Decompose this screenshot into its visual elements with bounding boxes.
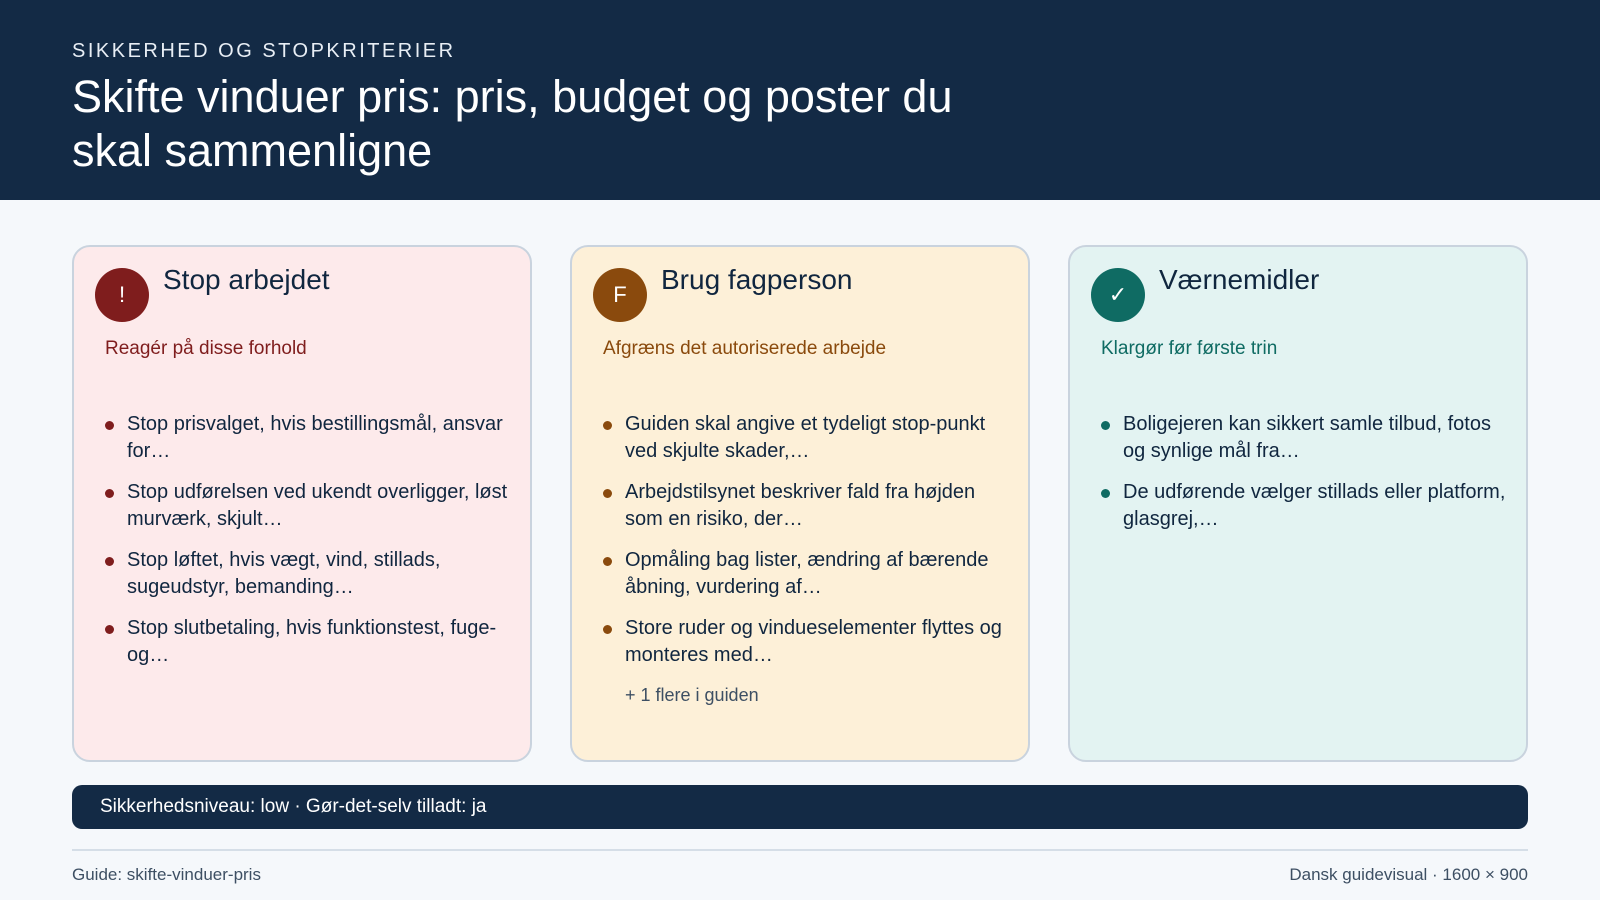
list-item xyxy=(1101,479,1511,533)
more-link[interactable]: + 1 flere i guiden xyxy=(625,685,759,705)
list-item-text: Opmåling bag lister, ændring af bærende åbning, vurdering af… xyxy=(625,549,989,598)
list-item xyxy=(603,615,1013,669)
card-title: Brug fagperson xyxy=(661,264,853,295)
list-item-text: Stop slutbetaling, hvis funktionstest, fuge- og… xyxy=(127,617,497,666)
bullet-icon xyxy=(105,625,114,634)
list-item-text: De udførende vælger stillads eller platform, glasgrej,… xyxy=(1123,481,1506,530)
footer-meta: Dansk guidevisual · 1600 × 900 xyxy=(1289,865,1528,884)
safety-status-bar: Sikkerhedsniveau: low · Gør-det-selv tilladt: ja xyxy=(72,785,1528,829)
card-protective-equipment xyxy=(1068,245,1528,762)
list-item-text: Stop udførelsen ved ukendt overligger, løst murværk, skjult… xyxy=(127,481,508,530)
letter-f-icon: F xyxy=(593,268,647,322)
card-subtitle: Afgræns det autoriserede arbejde xyxy=(603,338,887,359)
bullet-icon xyxy=(603,489,612,498)
card-list xyxy=(105,411,515,683)
card-list xyxy=(603,411,1013,683)
list-item xyxy=(105,615,515,669)
bullet-icon xyxy=(603,625,612,634)
eyebrow: SIKKERHED OG STOPKRITERIER xyxy=(72,40,456,62)
card-use-professional xyxy=(570,245,1030,762)
bullet-icon xyxy=(1101,489,1110,498)
list-item xyxy=(105,547,515,601)
bullet-icon xyxy=(603,421,612,430)
card-subtitle: Reagér på disse forhold xyxy=(105,338,307,359)
bullet-icon xyxy=(105,489,114,498)
list-item-text: Arbejdstilsynet beskriver fald fra højden som en risiko, der… xyxy=(625,481,976,530)
bullet-icon xyxy=(105,557,114,566)
list-item-text: Store ruder og vindueselementer flyttes og monteres med… xyxy=(625,617,1002,666)
bullet-icon xyxy=(1101,421,1110,430)
card-title: Værnemidler xyxy=(1159,264,1320,295)
card-list xyxy=(1101,411,1511,547)
exclamation-icon: ! xyxy=(95,268,149,322)
bullet-icon xyxy=(603,557,612,566)
list-item-text: Stop løftet, hvis vægt, vind, stillads, sugeudstyr, bemanding… xyxy=(127,549,441,598)
card-title: Stop arbejdet xyxy=(163,264,330,295)
bullet-icon xyxy=(105,421,114,430)
list-item xyxy=(603,479,1013,533)
divider xyxy=(72,849,1528,851)
list-item xyxy=(603,547,1013,601)
header xyxy=(0,0,1600,200)
page-title: Skifte vinduer pris: pris, budget og poster du skal sammenligne xyxy=(72,71,953,176)
list-item xyxy=(603,411,1013,465)
checkmark-icon: ✓ xyxy=(1091,268,1145,322)
card-subtitle: Klargør før første trin xyxy=(1101,338,1278,359)
cards-row xyxy=(72,245,1528,762)
card-stop-work xyxy=(72,245,532,762)
list-item xyxy=(1101,411,1511,465)
list-item-text: Stop prisvalget, hvis bestillingsmål, ansvar for… xyxy=(127,413,503,462)
list-item xyxy=(105,479,515,533)
footer-guide-label: Guide: skifte-vinduer-pris xyxy=(72,865,261,884)
list-item xyxy=(105,411,515,465)
list-item-text: Boligejeren kan sikkert samle tilbud, fotos og synlige mål fra… xyxy=(1123,413,1491,462)
list-item-text: Guiden skal angive et tydeligt stop-punkt ved skjulte skader,… xyxy=(625,413,986,462)
